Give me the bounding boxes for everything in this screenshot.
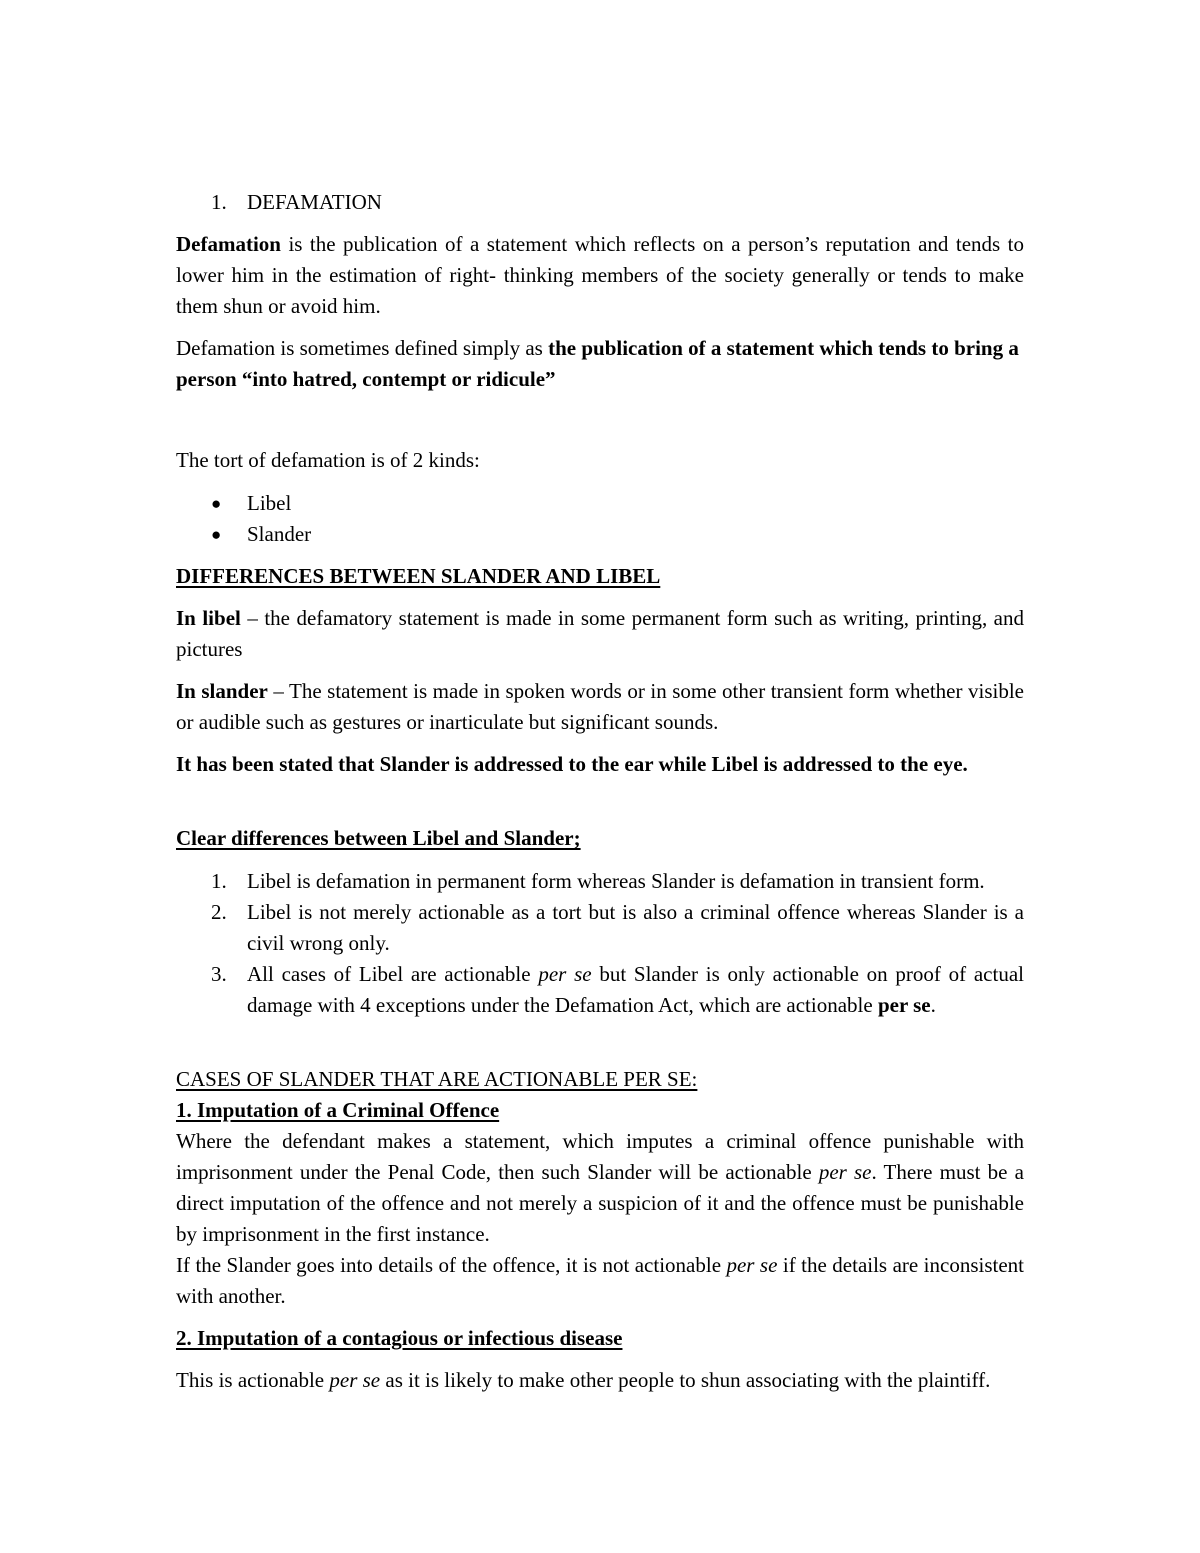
kinds-intro: The tort of defamation is of 2 kinds: bbox=[176, 448, 480, 472]
list-number: 3. bbox=[211, 962, 227, 986]
section-number: 1. bbox=[211, 190, 227, 214]
list-item-text-part: All cases of Libel are actionable bbox=[247, 962, 539, 986]
differences-heading bbox=[176, 561, 1024, 592]
kinds-list bbox=[176, 488, 1024, 550]
case1-title-text: 1. Imputation of a Criminal Offence bbox=[176, 1098, 500, 1122]
differences-list bbox=[176, 866, 1024, 1021]
case1-text: Where the defendant makes a statement, which imputes a criminal offence punishable with imprisonment under the Penal Code, then such Slander will be actionable bbox=[176, 1129, 1024, 1184]
list-item-text-part: but Slander is only actionable on proof of actual damage with 4 exceptions under the Defamation Act, which are actionable bbox=[247, 962, 1024, 1017]
alt-definition-bold: the publication of a statement which tends to bring a person “into hatred, contempt or ridicule” bbox=[176, 336, 1019, 391]
latin-term-bold: per se bbox=[877, 993, 931, 1017]
list-item bbox=[211, 866, 1024, 897]
bullet-icon: ● bbox=[211, 525, 222, 544]
list-number: 1. bbox=[211, 869, 227, 893]
libel-definition bbox=[176, 603, 1024, 665]
alt-definition-intro: Defamation is sometimes defined simply as bbox=[176, 336, 549, 360]
list-item-text: Slander bbox=[247, 522, 312, 546]
definition-text: is the publication of a statement which reflects on a person’s reputation and tends to lower him in the estimation of right- thinking members of the society generally or tends to make them shun or avoid him. bbox=[176, 232, 1024, 318]
differences-heading-text: DIFFERENCES BETWEEN SLANDER AND LIBEL bbox=[176, 564, 661, 588]
clear-differences-heading-text: Clear differences between Libel and Slander; bbox=[176, 826, 581, 850]
definition-paragraph bbox=[176, 229, 1024, 322]
clear-differences-heading bbox=[176, 823, 1024, 854]
case2-title bbox=[176, 1323, 1024, 1354]
slander-definition bbox=[176, 676, 1024, 738]
list-number: 2. bbox=[211, 900, 227, 924]
list-item-text bbox=[247, 959, 1024, 1021]
ear-eye-text: It has been stated that Slander is addressed to the ear while Libel is addressed to the eye. bbox=[176, 752, 968, 776]
list-item-text-part: . bbox=[930, 993, 936, 1017]
alt-definition-paragraph bbox=[176, 333, 1024, 395]
case2-title-text: 2. Imputation of a contagious or infectious disease bbox=[176, 1326, 623, 1350]
case1-text: If the Slander goes into details of the offence, it is not actionable bbox=[176, 1253, 727, 1277]
case1-text: . There must be a direct imputation of the offence and not merely a suspicion of it and the offence must be punishable by imprisonment in the first instance. bbox=[176, 1160, 1024, 1246]
case1-text: if the details are inconsistent with another. bbox=[176, 1253, 1024, 1308]
slander-term: In slander bbox=[176, 679, 268, 703]
libel-text: – the defamatory statement is made in some permanent form such as writing, printing, and pictures bbox=[176, 606, 1024, 661]
case2-text: This is actionable bbox=[176, 1368, 330, 1392]
list-item bbox=[211, 488, 1024, 519]
ear-eye-statement bbox=[176, 749, 1024, 780]
section-title: DEFAMATION bbox=[247, 190, 382, 214]
case1-paragraph-2 bbox=[176, 1250, 1024, 1312]
list-item-text: Libel is defamation in permanent form whereas Slander is defamation in transient form. bbox=[247, 869, 985, 893]
libel-term: In libel bbox=[176, 606, 241, 630]
latin-term: per se bbox=[726, 1253, 778, 1277]
slander-text: – The statement is made in spoken words or in some other transient form whether visible or audible such as gestures or inarticulate but significant sounds. bbox=[176, 679, 1025, 734]
latin-term: per se bbox=[538, 962, 592, 986]
document-body bbox=[176, 187, 1024, 1396]
case1-title bbox=[176, 1095, 1024, 1126]
cases-heading-text: CASES OF SLANDER THAT ARE ACTIONABLE PER SE: bbox=[176, 1067, 698, 1091]
case2-paragraph bbox=[176, 1365, 1024, 1396]
definition-term: Defamation bbox=[176, 232, 281, 256]
latin-term: per se bbox=[329, 1368, 381, 1392]
list-item bbox=[211, 959, 1024, 1021]
list-item-text: Libel bbox=[247, 491, 292, 515]
bullet-icon: ● bbox=[211, 494, 222, 513]
list-item-text: Libel is not merely actionable as a tort but is also a criminal offence whereas Slander is a civil wrong only. bbox=[247, 900, 1024, 955]
cases-heading bbox=[176, 1064, 1024, 1095]
section-heading bbox=[211, 187, 1024, 218]
list-item bbox=[211, 897, 1024, 959]
list-item bbox=[211, 519, 1024, 550]
case2-text: as it is likely to make other people to shun associating with the plaintiff. bbox=[380, 1368, 991, 1392]
latin-term: per se bbox=[818, 1160, 872, 1184]
case1-paragraph bbox=[176, 1126, 1024, 1250]
